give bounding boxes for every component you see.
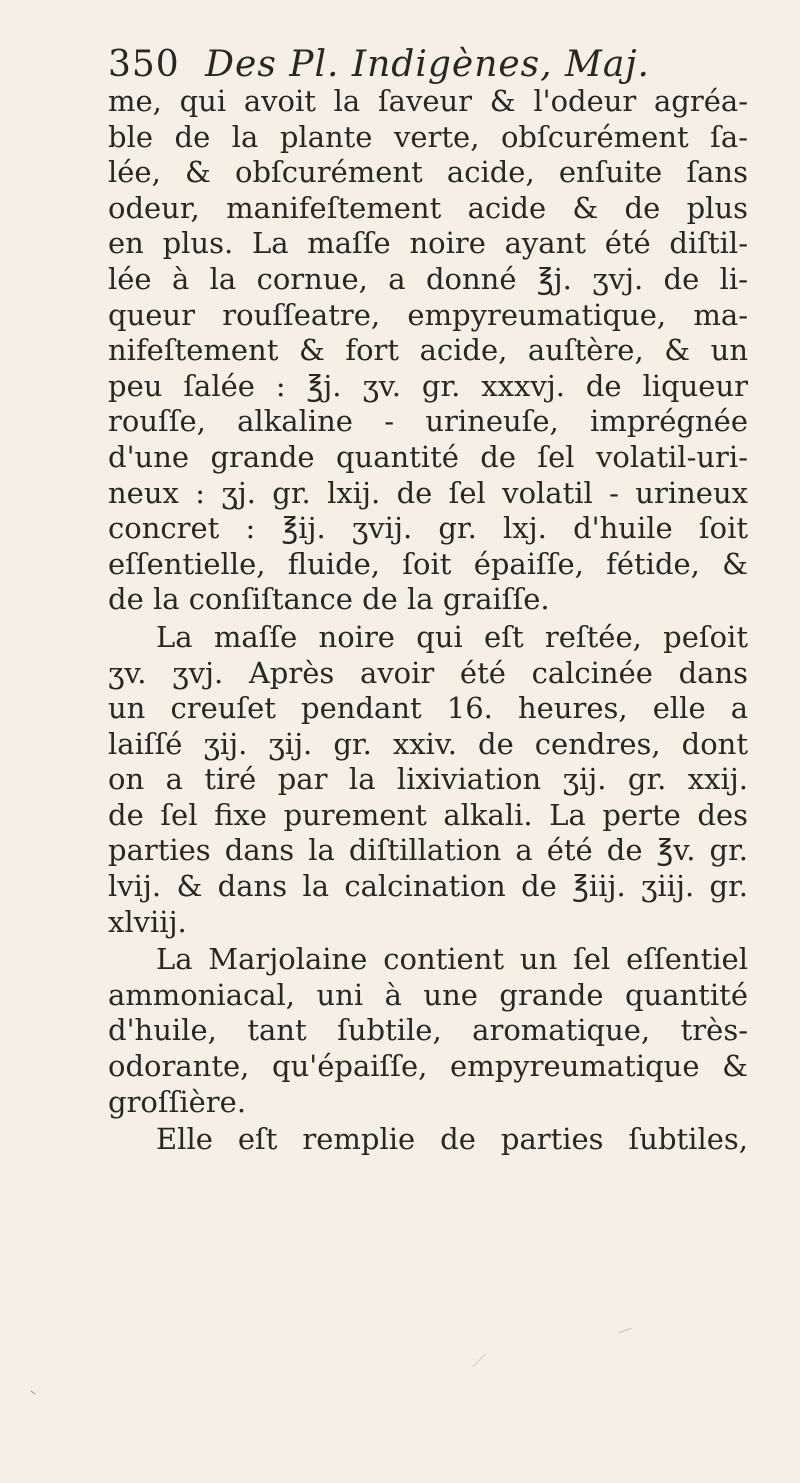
paragraph-4 (108, 1122, 748, 1158)
body-text (108, 84, 748, 1158)
paper-speck (30, 1390, 35, 1395)
running-title: Des Pl. Indigènes, Maj. (205, 44, 650, 85)
page-number: 350 (108, 44, 180, 85)
text-line: neux : ʒj. gr. lxij. de ſel volatil - urineux (108, 475, 748, 510)
text-line: parties dans la diſtillation a été de ℥v. gr. (108, 833, 748, 868)
text-line: La maſſe noire qui eſt reſtée, peſoit (156, 619, 748, 654)
text-line: xlviij. (108, 904, 187, 939)
text-line: ʒv. ʒvj. Après avoir été calcinée dans (108, 655, 748, 690)
text-line: lée à la cornue, a donné ℥j. ʒvj. de li- (108, 261, 748, 296)
text-line: me, qui avoit la ſaveur & l'odeur agréa- (108, 84, 748, 118)
text-line: on a tiré par la lixiviation ʒij. gr. xxij. (108, 762, 748, 797)
text-line: nifeſtement & fort acide, auſtère, & un (108, 333, 748, 368)
paper-speck (472, 1354, 485, 1367)
text-line: queur rouſſeatre, empyreumatique, ma- (108, 297, 748, 332)
paragraph-2 (108, 620, 748, 940)
text-line: groſſière. (108, 1084, 247, 1119)
text-line: lée, & obſcurément acide, enſuite ſans (108, 155, 748, 190)
text-line: La Marjolaine contient un ſel eſſentiel (156, 942, 748, 977)
text-line: concret : ℥ij. ʒvij. gr. lxj. d'huile ſoit (108, 511, 748, 546)
text-line: d'huile, tant ſubtile, aromatique, très- (108, 1013, 748, 1048)
running-head (108, 40, 748, 90)
text-line: eſſentielle, fluide, ſoit épaiſſe, fétide, & (108, 546, 748, 581)
text-line: lvij. & dans la calcination de ℥iij. ʒiij. gr. (108, 869, 748, 904)
text-line: peu ſalée : ℥j. ʒv. gr. xxxvj. de liqueur (108, 368, 748, 403)
text-line: Elle eſt remplie de parties ſubtiles, (156, 1122, 748, 1157)
text-line: de ſel fixe purement alkali. La perte des (108, 797, 748, 832)
text-line: laiſſé ʒij. ʒij. gr. xxiv. de cendres, dont (108, 726, 748, 761)
text-line: un creuſet pendant 16. heures, elle a (108, 691, 748, 726)
text-line: rouſſe, alkaline - urineuſe, imprégnée (108, 404, 748, 439)
paragraph-1 (108, 84, 748, 618)
paragraph-3 (108, 942, 748, 1120)
paper-speck (618, 1328, 631, 1334)
text-line: odeur, manifeſtement acide & de plus (108, 190, 748, 225)
text-line: ble de la plante verte, obſcurément ſa- (108, 119, 748, 154)
text-line: en plus. La maſſe noire ayant été diſtil- (108, 226, 748, 261)
text-line: ammoniacal, uni à une grande quantité (108, 977, 748, 1012)
text-line: d'une grande quantité de ſel volatil-uri- (108, 439, 748, 474)
text-line: de la conſiſtance de la graiſſe. (108, 582, 550, 617)
text-line: odorante, qu'épaiſſe, empyreumatique & (108, 1049, 748, 1084)
